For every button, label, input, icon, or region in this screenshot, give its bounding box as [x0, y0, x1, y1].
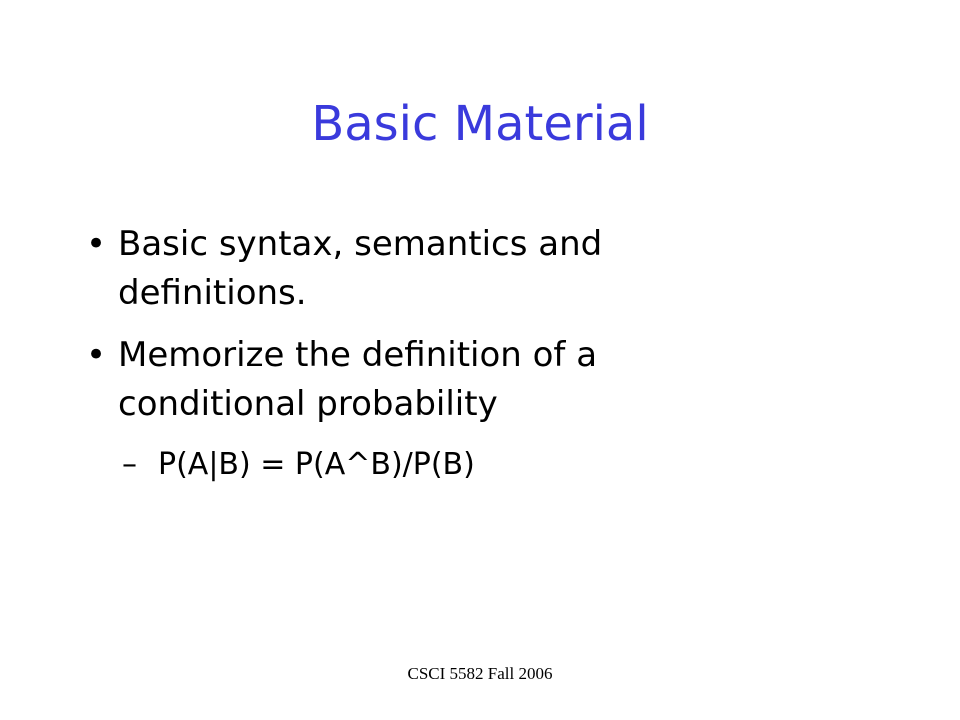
sub-bullet-marker: –	[122, 447, 137, 482]
bullet-text-line: Memorize the definition of a	[118, 335, 598, 375]
sub-bullet-text: P(A|B) = P(A^B)/P(B)	[158, 447, 475, 482]
bullet-text	[118, 220, 718, 318]
bullet-marker: •	[86, 335, 107, 375]
bullet-text-line: conditional probability	[118, 384, 498, 424]
bullet-text-line: definitions.	[118, 273, 307, 313]
slide-footer: CSCI 5582 Fall 2006	[407, 664, 553, 683]
slide-title: Basic Material	[311, 96, 649, 152]
bullet-text	[118, 331, 718, 429]
bullet-text-line: Basic syntax, semantics and	[118, 224, 603, 264]
bullet-marker: •	[86, 224, 107, 264]
